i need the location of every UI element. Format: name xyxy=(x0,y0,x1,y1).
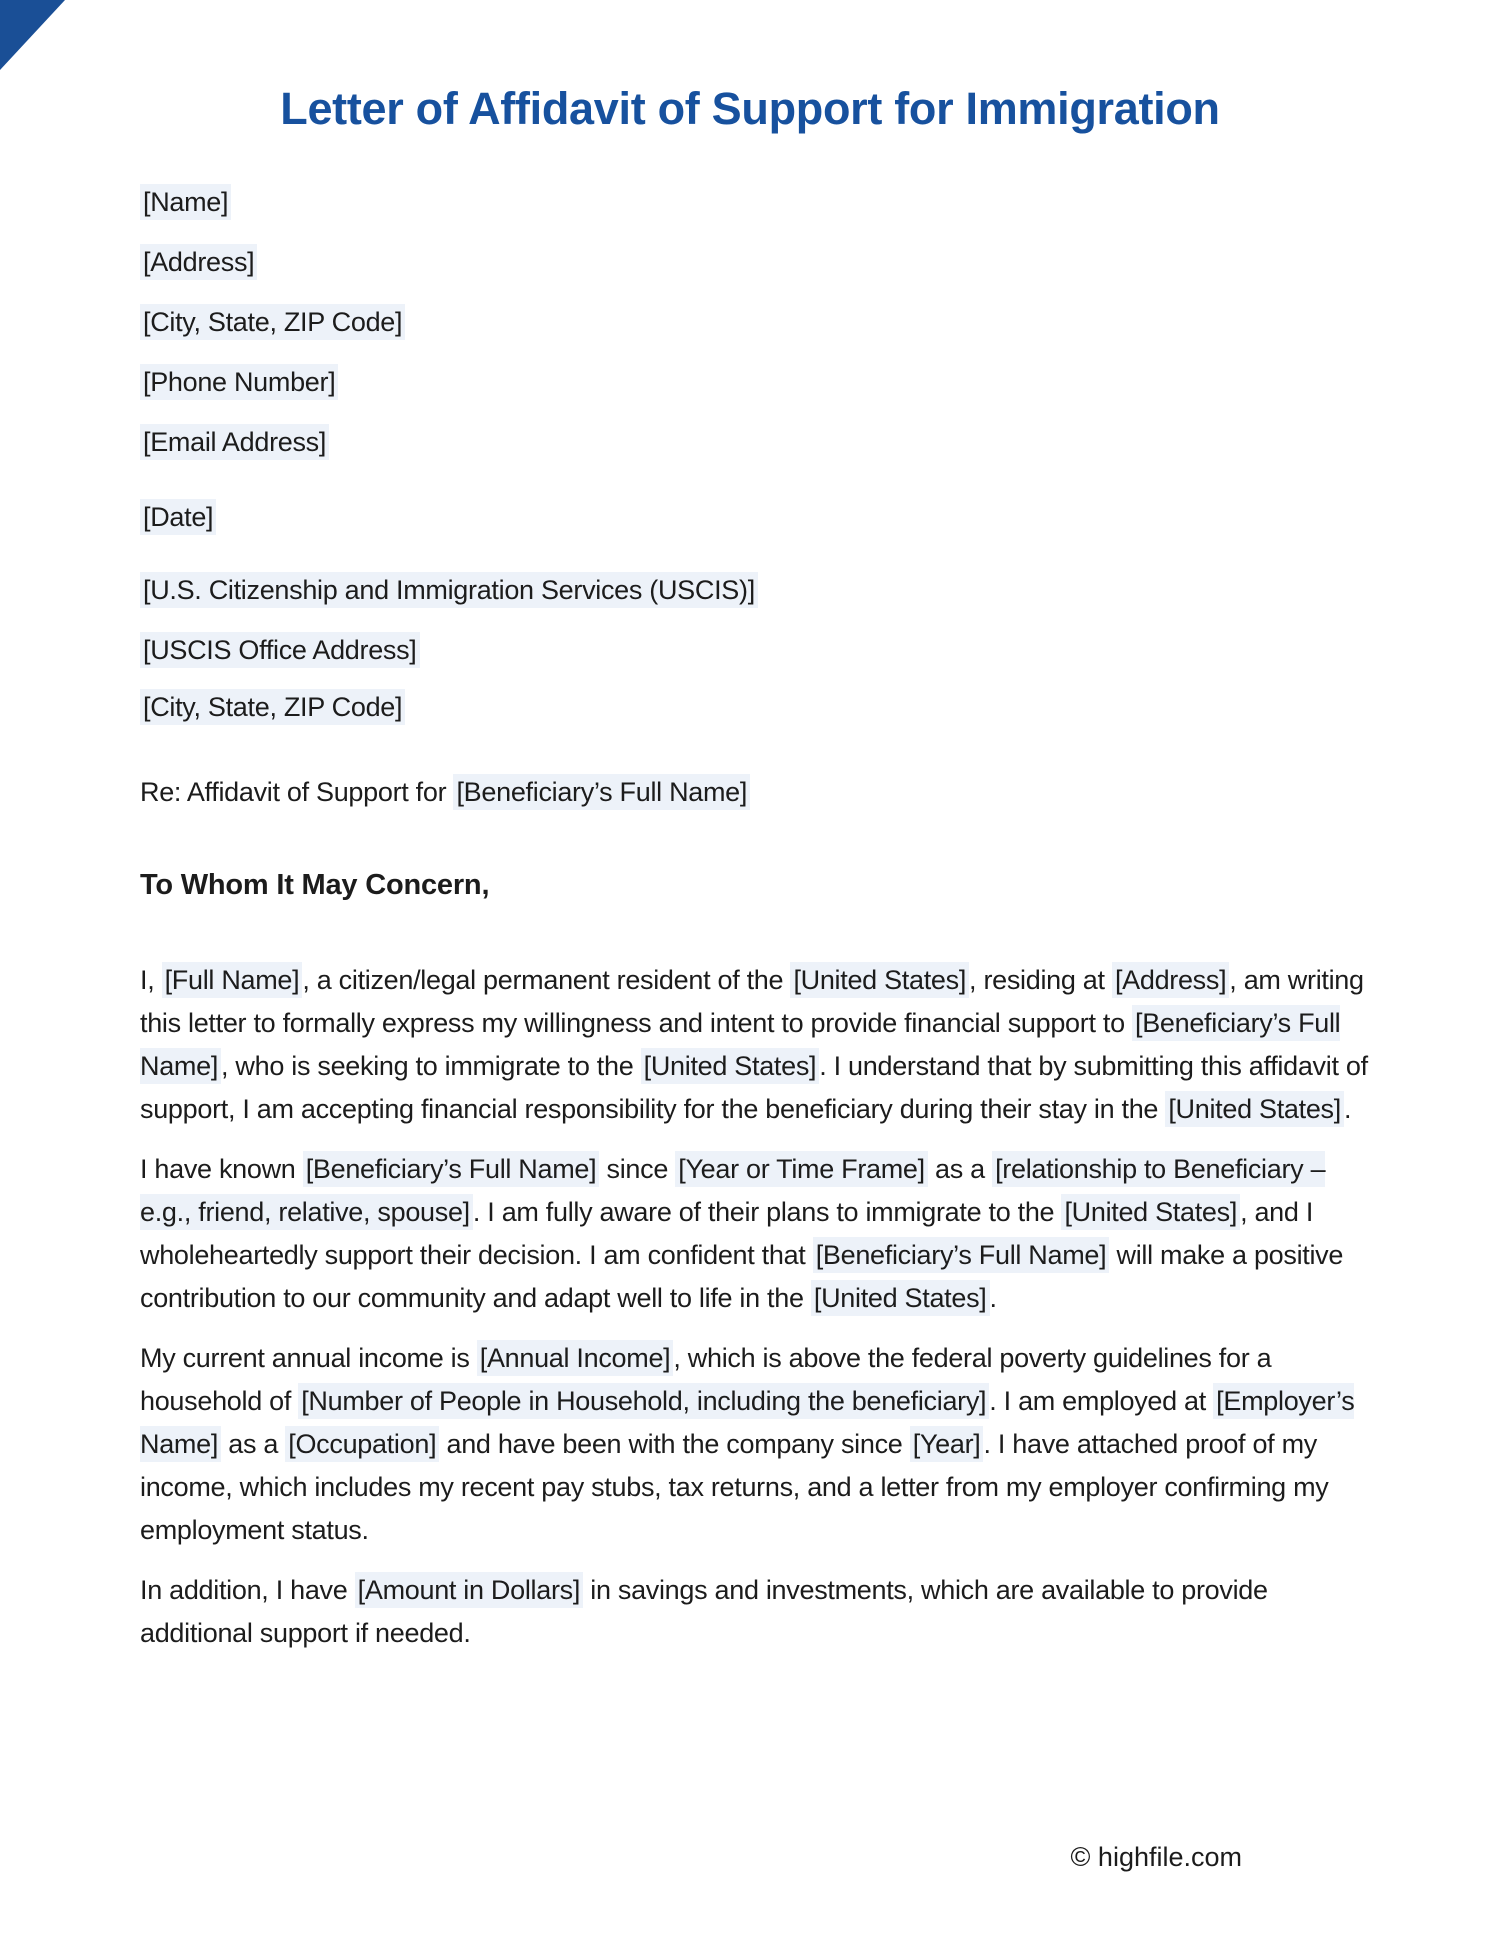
placeholder-field: [relationship to Beneficiary – e.g., friend, relative, spouse] xyxy=(140,1151,1325,1230)
recipient-agency-line xyxy=(140,572,1368,608)
sender-phone-line xyxy=(140,364,1368,400)
subject-line xyxy=(140,774,1368,810)
page-title: Letter of Affidavit of Support for Immigration xyxy=(280,83,1220,134)
placeholder-field: [Employer’s Name] xyxy=(140,1383,1354,1462)
text-segment: , and I wholeheartedly support their decision. I am confident that xyxy=(140,1197,1314,1270)
sender-address-line xyxy=(140,244,1368,280)
text-segment: . xyxy=(989,1283,997,1313)
text-segment: as a xyxy=(927,1154,993,1184)
placeholder-field: [Year or Time Frame] xyxy=(675,1151,928,1187)
text-segment: , residing at xyxy=(969,965,1112,995)
letter-paragraph-1 xyxy=(140,959,1368,1131)
email-placeholder-field: [Email Address] xyxy=(140,424,329,460)
placeholder-field: [Occupation] xyxy=(285,1426,439,1462)
text-segment: in savings and investments, which are available to provide additional support if needed. xyxy=(140,1575,1268,1648)
corner-triangle-decoration xyxy=(0,0,65,70)
name-placeholder-field: [Name] xyxy=(140,184,231,220)
text-segment: . I am employed at xyxy=(989,1386,1214,1416)
text-segment: . I understand that by submitting this affidavit of support, I am accepting financial responsibility for the beneficiary during their stay in the xyxy=(140,1051,1368,1124)
text-segment: I have known xyxy=(140,1154,303,1184)
text-segment: My current annual income is xyxy=(140,1343,477,1373)
text-segment: , who is seeking to immigrate to the xyxy=(221,1051,641,1081)
placeholder-field: [Beneficiary’s Full Name] xyxy=(813,1237,1110,1273)
city-state-zip-placeholder-field: [City, State, ZIP Code] xyxy=(140,304,405,340)
recipient-office-address-line xyxy=(140,632,1368,668)
text-segment: and have been with the company since xyxy=(439,1429,910,1459)
letter-paragraph-2 xyxy=(140,1148,1368,1320)
date-line xyxy=(140,499,1368,535)
text-segment: . I am fully aware of their plans to immigrate to the xyxy=(472,1197,1062,1227)
placeholder-field: [Year] xyxy=(910,1426,984,1462)
placeholder-field: [United States] xyxy=(790,962,969,998)
placeholder-field: [Annual Income] xyxy=(477,1340,674,1376)
letter-body xyxy=(0,184,1500,1655)
text-segment: , which is above the federal poverty guidelines for a household of xyxy=(140,1343,1272,1416)
text-segment: since xyxy=(599,1154,676,1184)
letter-paragraph-4 xyxy=(140,1569,1368,1655)
recipient-block xyxy=(140,572,1368,725)
placeholder-field: [Amount in Dollars] xyxy=(355,1572,583,1608)
text-segment: , am writing this letter to formally express my willingness and intent to provide financial support to xyxy=(140,965,1364,1038)
placeholder-field: [United States] xyxy=(1165,1091,1344,1127)
date-placeholder-field: [Date] xyxy=(140,499,216,535)
sender-email-line xyxy=(140,424,1368,460)
text-segment: . xyxy=(1343,1094,1352,1124)
footer-credit: © highfile.com xyxy=(1070,1842,1242,1872)
salutation: To Whom It May Concern, xyxy=(140,869,490,901)
recipient-city-state-zip-placeholder-field: [City, State, ZIP Code] xyxy=(140,689,405,725)
placeholder-field: [Full Name] xyxy=(162,962,303,998)
text-segment: Re: Affidavit of Support for xyxy=(140,777,454,807)
text-segment: as a xyxy=(221,1429,286,1459)
letter-paragraph-3 xyxy=(140,1337,1368,1552)
address-placeholder-field: [Address] xyxy=(140,244,257,280)
placeholder-field: [Address] xyxy=(1112,962,1229,998)
phone-placeholder-field: [Phone Number] xyxy=(140,364,338,400)
placeholder-field: [Number of People in Household, including the beneficiary] xyxy=(298,1383,989,1419)
placeholder-field: [United States] xyxy=(1061,1194,1240,1230)
sender-name-line xyxy=(140,184,1368,220)
text-segment: , a citizen/legal permanent resident of the xyxy=(302,965,791,995)
text-segment: will make a positive contribution to our community and adapt well to life in the xyxy=(140,1240,1344,1313)
recipient-city-state-zip-line xyxy=(140,689,1368,725)
sender-city-state-zip-line xyxy=(140,304,1368,340)
placeholder-field: [Beneficiary’s Full Name] xyxy=(140,1005,1340,1084)
placeholder-field: [Beneficiary’s Full Name] xyxy=(453,774,750,810)
uscis-office-address-placeholder-field: [USCIS Office Address] xyxy=(140,632,420,668)
placeholder-field: [United States] xyxy=(641,1048,820,1084)
text-segment: . I have attached proof of my income, which includes my recent pay stubs, tax returns, and a letter from my employer confirming my employment status. xyxy=(140,1429,1329,1545)
text-segment: In addition, I have xyxy=(140,1575,355,1605)
placeholder-field: [Beneficiary’s Full Name] xyxy=(303,1151,600,1187)
placeholder-field: [United States] xyxy=(811,1280,990,1316)
text-segment: I, xyxy=(140,965,162,995)
uscis-agency-placeholder-field: [U.S. Citizenship and Immigration Services (USCIS)] xyxy=(140,572,758,608)
sender-block xyxy=(140,184,1368,460)
